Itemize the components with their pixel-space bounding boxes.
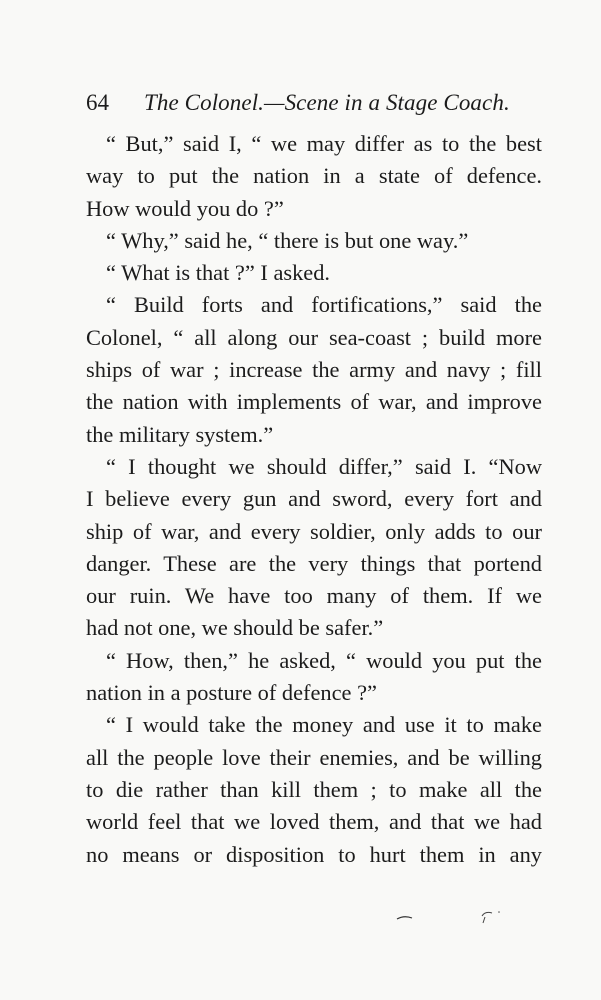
speck-left [397,917,412,919]
text-line: ship of war, and every soldier, only adds to our [86,518,542,544]
text-line: “ How, then,” he asked, “ would you put the [106,647,542,673]
text-line: way to put the nation in a state of defence. [86,163,542,189]
body-text [86,128,542,871]
text-line: “ I would take the money and use it to make [106,712,542,738]
text-line: ships of war ; increase the army and navy ; fill [86,357,542,383]
text-line: the nation with implements of war, and improve [86,389,542,415]
text-line: danger. These are the very things that portend [86,550,542,576]
text-line: “ What is that ?” I asked. [106,260,331,286]
speck-right [482,912,492,923]
text-line: had not one, we should be safer.” [86,615,384,641]
text-line: world feel that we loved them, and that we had [86,809,542,835]
text-line: the military system.” [86,421,274,447]
page-number: 64 [86,90,109,115]
text-line: “ But,” said I, “ we may differ as to the best [106,131,542,156]
text-line: to die rather than kill them ; to make all the [86,776,542,802]
speck-dot [498,911,500,913]
running-title: The Colonel.—Scene in a Stage Coach. [144,90,510,115]
page-header [86,86,510,120]
text-line: nation in a posture of defence ?” [86,680,377,706]
ink-specks [395,905,525,935]
text-line: I believe every gun and sword, every fort and [86,486,542,512]
text-line: How would you do ?” [86,195,284,221]
text-line: Colonel, “ all along our sea-coast ; build more [86,324,542,350]
text-line: “ Build forts and fortifications,” said the [106,292,542,318]
text-line: “ Why,” said he, “ there is but one way.” [106,227,469,253]
text-line: “ I thought we should differ,” said I. “Now [106,453,542,479]
text-line: our ruin. We have too many of them. If we [86,583,542,609]
text-line: all the people love their enemies, and be willing [86,744,542,770]
text-line: no means or disposition to hurt them in any [86,841,542,867]
